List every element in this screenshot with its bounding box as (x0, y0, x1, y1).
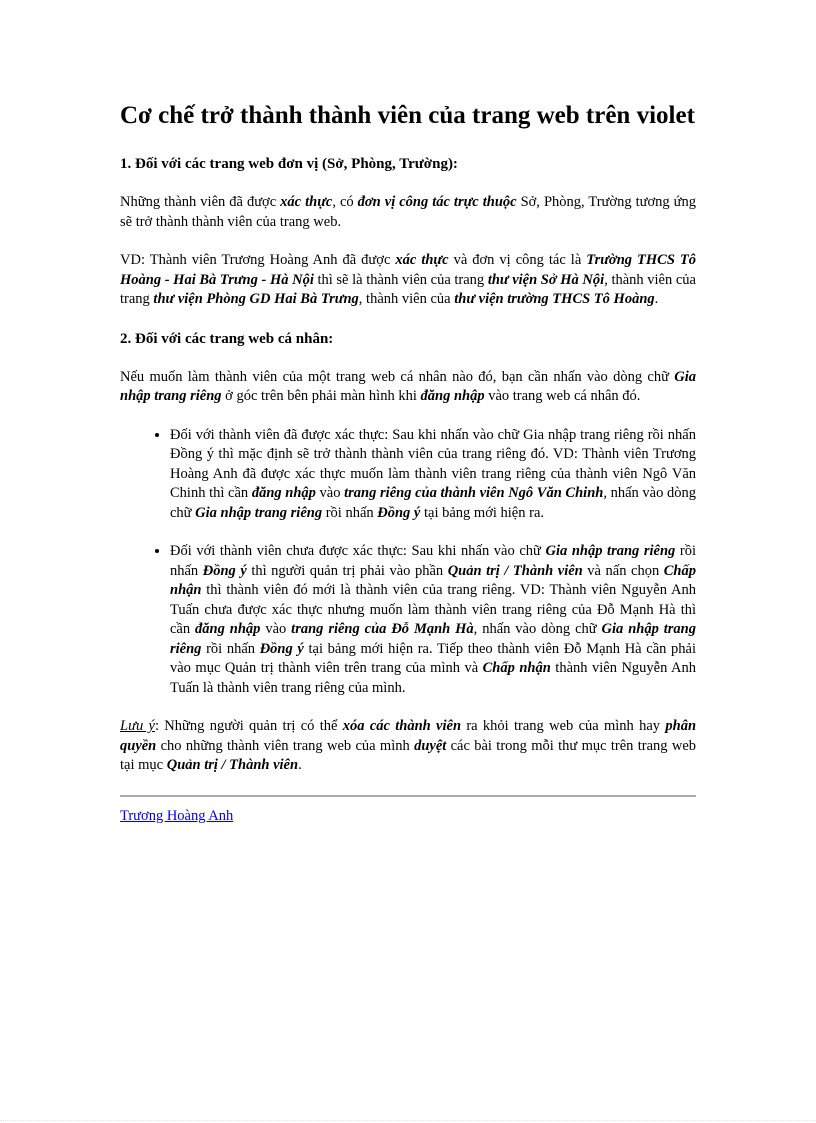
list-item: • Đối với thành viên chưa được xác thực: Sau khi nhấn vào chữ Gia nhập trang riêng rồi nhấn Đồng ý thì người quản trị phải vào phần Quản trị / Thành viên và nấn chọn Chấp nhận thì thành viên đó mới là thành viên của trang riêng. VD: Thành viên Nguyễn Anh Tuấn chưa được xác thực nhưng muốn làm thành viên trang riêng của Đỗ Mạnh Hà thì cần đăng nhập vào trang riêng của Đỗ Mạnh Hà, nhấn vào dòng chữ Gia nhập trang riêng rồi nhấn Đồng ý tại bảng mới hiện ra. Tiếp theo thành viên Đỗ Mạnh Hà cần phải vào mục Quản trị thành viên trên trang của mình và Chấp nhận thành viên Nguyễn Anh Tuấn là thành viên trang riêng của mình. (170, 542, 696, 698)
document-body (120, 100, 696, 825)
section1-paragraph-1: Những thành viên đã được xác thực, có đơn vị công tác trực thuộc Sở, Phòng, Trường tương ứng sẽ trở thành thành viên của trang web. (120, 194, 696, 230)
section1-heading: 1. Đối với các trang web đơn vị (Sở, Phòng, Trường): (120, 156, 458, 172)
author-link[interactable]: Trương Hoàng Anh (120, 807, 234, 824)
list-item: • Đối với thành viên đã được xác thực: Sau khi nhấn vào chữ Gia nhập trang riêng rồi nhấn Đồng ý thì mặc định sẽ trở thành thành viên của trang riêng đó. VD: Thành viên Trương Hoàng Anh đã được xác thực muốn làm thành viên trang riêng của thành viên Ngô Văn Chinh thì cần đăng nhập vào trang riêng của thành viên Ngô Văn Chinh, nhấn vào dòng chữ Gia nhập trang riêng rồi nhấn Đồng ý tại bảng mới hiện ra. (170, 426, 696, 524)
section1-paragraph-2: VD: Thành viên Trương Hoàng Anh đã được xác thực và đơn vị công tác là Trường THCS Tô Hoàng - Hai Bà Trưng - Hà Nội thì sẽ là thành viên của trang thư viện Sở Hà Nội, thành viên của trang thư viện Phòng GD Hai Bà Trưng, thành viên của thư viện trường THCS Tô Hoàng. (120, 252, 696, 307)
page-bottom-border (0, 1120, 816, 1121)
section2-paragraph-1: Nếu muốn làm thành viên của một trang web cá nhân nào đó, bạn cần nhấn vào dòng chữ Gia nhập trang riêng ở góc trên bên phải màn hình khi đăng nhập vào trang web cá nhân đó. (120, 368, 696, 404)
note-paragraph: Lưu ý: Những người quản trị có thể xóa các thành viên ra khỏi trang web của mình hay phân quyền cho những thành viên trang web của mình duyệt các bài trong mỗi thư mục trên trang web tại mục Quản trị / Thành viên. (120, 718, 697, 773)
note-label: Lưu ý (120, 718, 155, 734)
section2-heading: 2. Đối với các trang web cá nhân: (120, 330, 334, 347)
page-title: Cơ chế trở thành thành viên của trang web trên violet (120, 102, 695, 129)
section2-bullet-list (120, 426, 696, 699)
divider (120, 795, 696, 797)
